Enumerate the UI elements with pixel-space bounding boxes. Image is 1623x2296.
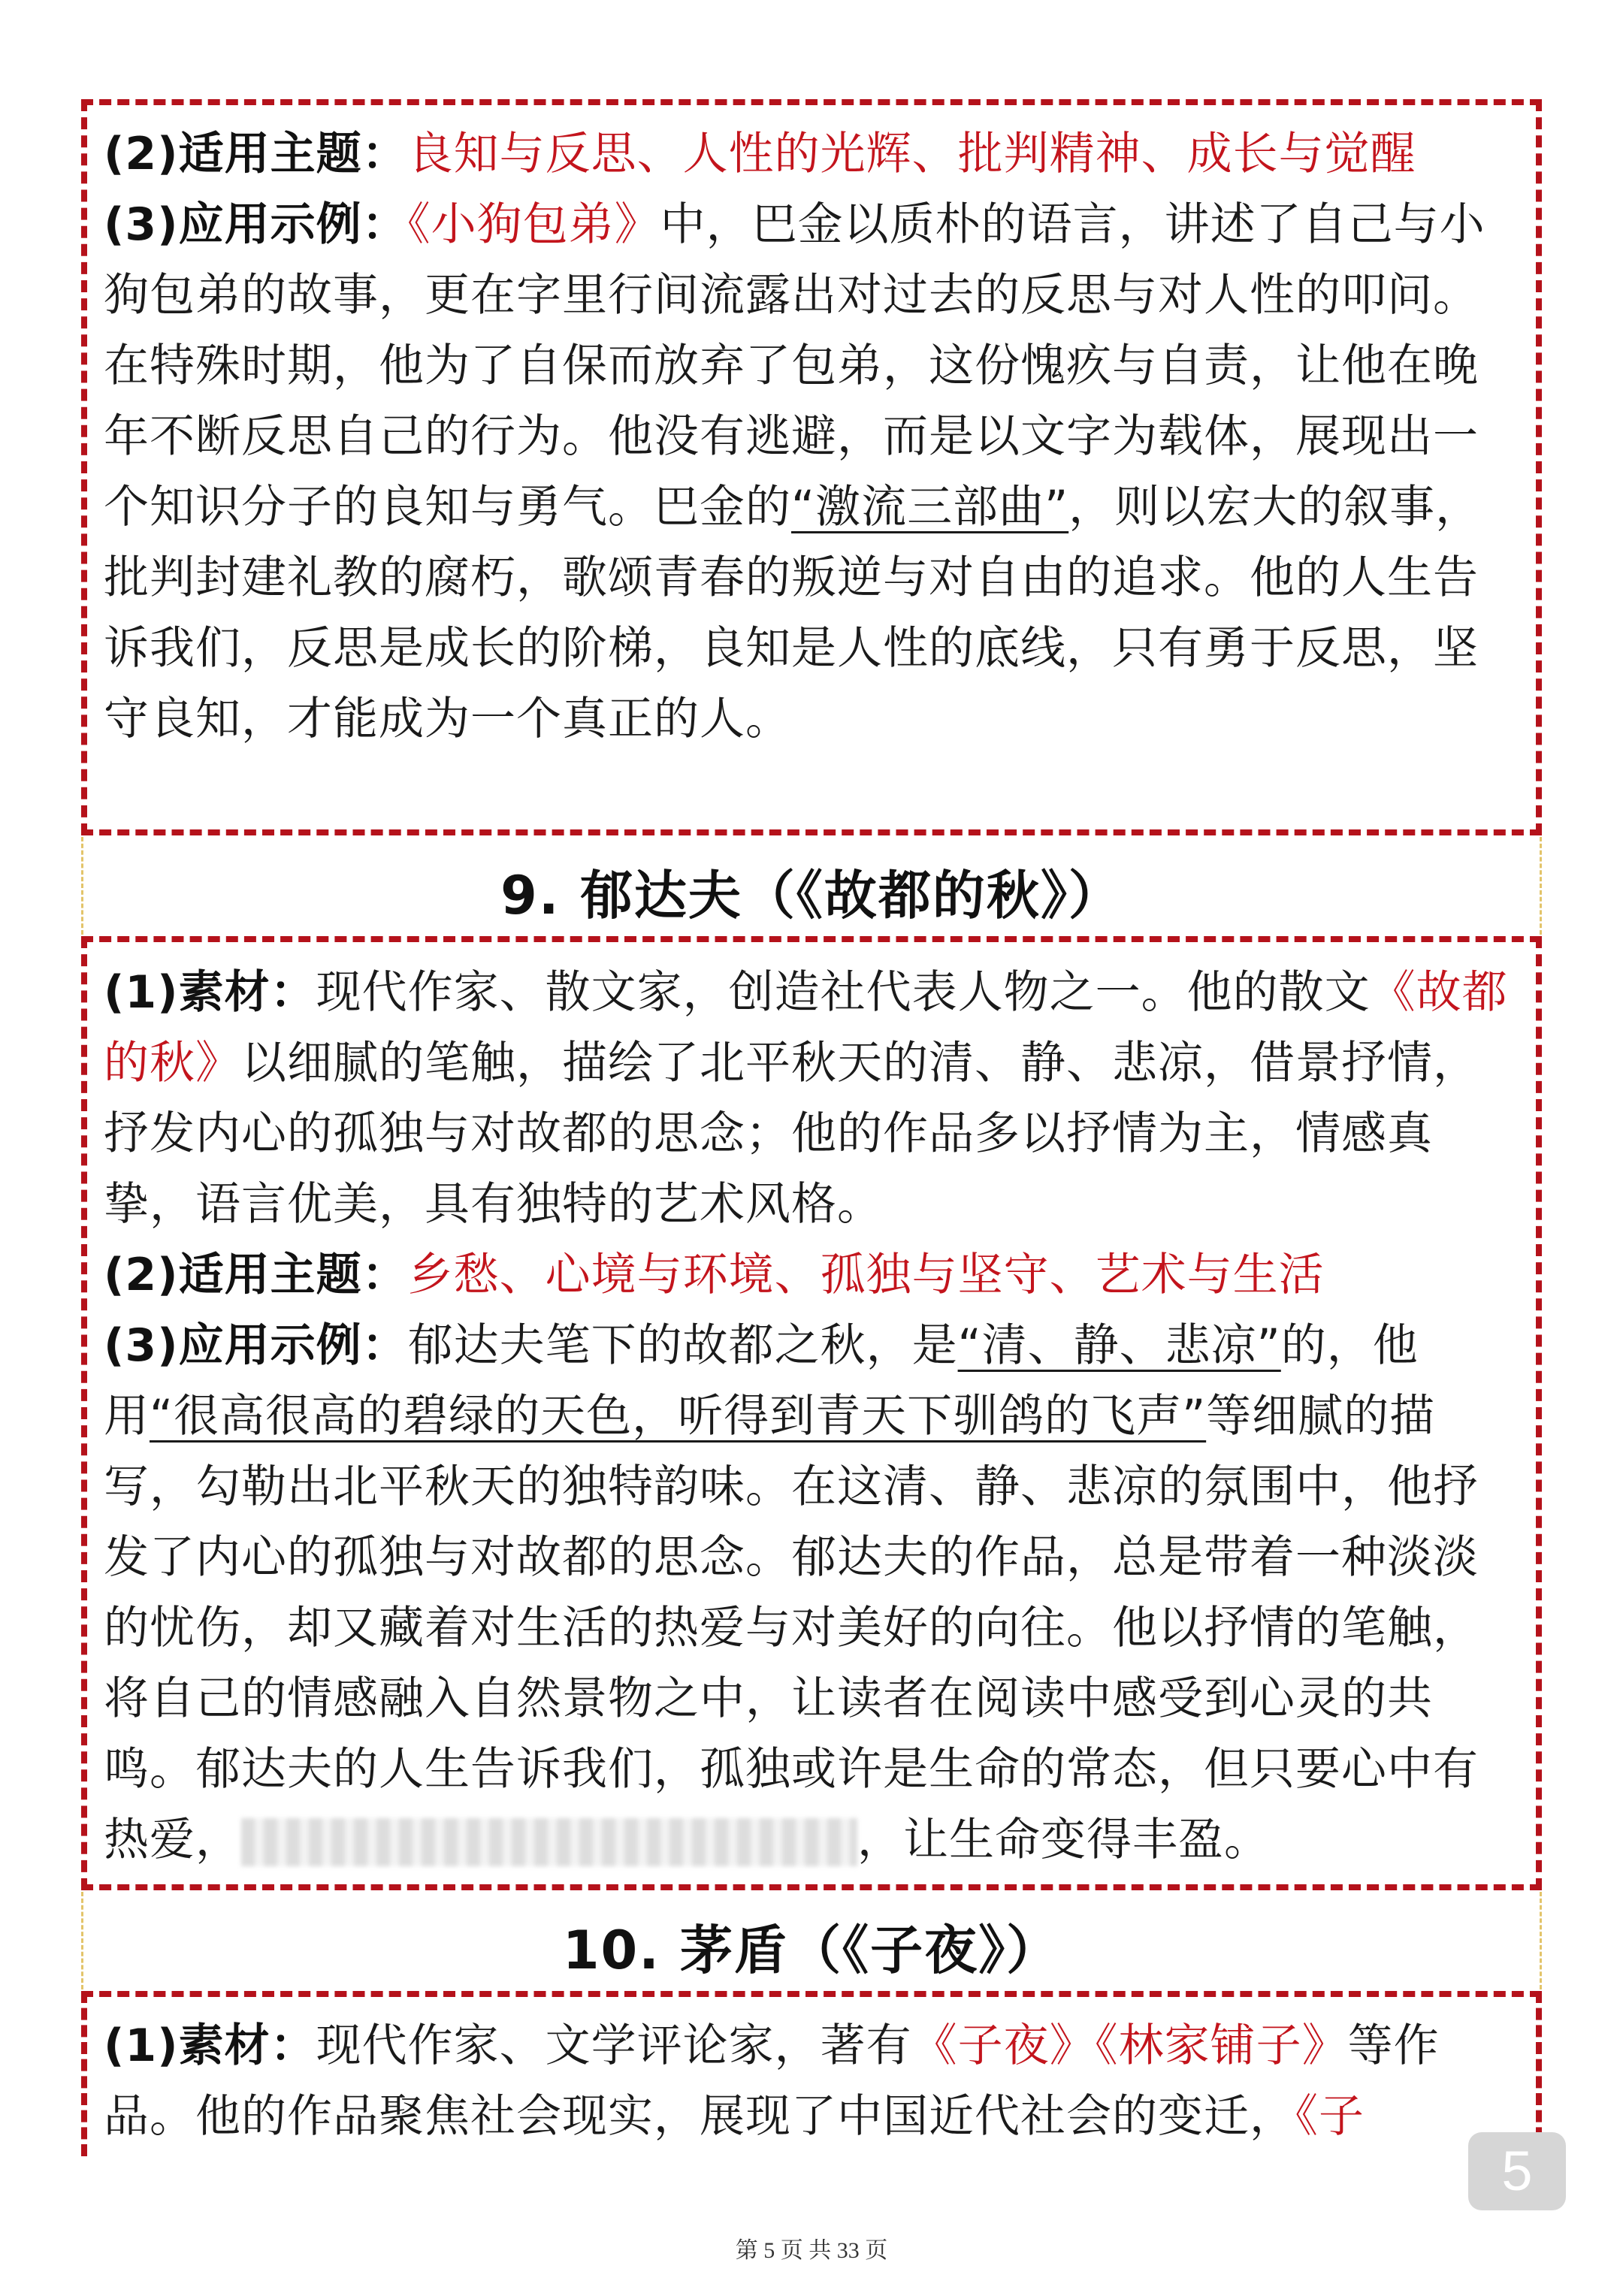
material-text: 现代作家、文学评论家，著有 bbox=[316, 2020, 912, 2072]
theme-label: (2)适用主题： bbox=[104, 1249, 408, 1301]
example-text-3: 等细腻的描写，勾勒出北平秋天的独特韵味。在这清、静、悲凉的氛围中，他抒发了内心的孤独与对故都的思念。郁达夫的作品，总是带着一种淡淡的忧伤，却又藏着对生活的热爱与对美好的向往。他以抒情的笔触，将自己的情感融入自然景物之中，让读者在阅读中感受到心灵的共鸣。郁达夫的人生告诉我们，孤独或许是生命的常态，但只要心中有热爱， bbox=[104, 1390, 1479, 1866]
example-text-cont: ，则以宏大的叙事，批判封建礼教的腐朽，歌颂青春的叛逆与对自由的追求。他的人生告诉我们，反思是成长的阶梯，良知是人性的底线，只有勇于反思，坚守良知，才能成为一个真正的人。 bbox=[104, 481, 1482, 745]
section8-box bbox=[81, 99, 1542, 835]
book-title-gududeqiu: 《故都的秋》 bbox=[104, 966, 1508, 1089]
example-text: 郁达夫笔下的故都之秋，是 bbox=[407, 1319, 958, 1372]
underlined-quote-sky: “很高很高的碧绿的天色，听得到青天下驯鸽的飞声” bbox=[150, 1390, 1207, 1443]
theme-value: 乡愁、心境与环境、孤独与坚守、艺术与生活 bbox=[407, 1249, 1325, 1301]
theme-label: (2)适用主题： bbox=[104, 128, 408, 180]
example-text-2: 的，他用 bbox=[104, 1319, 1419, 1443]
section9-title-band bbox=[81, 837, 1542, 935]
section9-example-paragraph bbox=[104, 1310, 1522, 1875]
material-label: (1)素材： bbox=[104, 966, 316, 1019]
section10-title: 10. 茅盾（《子夜》） bbox=[562, 1920, 1061, 1981]
section10-title-band bbox=[81, 1892, 1542, 1989]
material-label: (1)素材： bbox=[104, 2020, 316, 2072]
section9-box bbox=[81, 936, 1542, 1890]
example-text-4: ，让生命变得丰盈。 bbox=[857, 1814, 1270, 1866]
underlined-quote-qingjing: “清、静、悲凉” bbox=[957, 1319, 1281, 1372]
example-label: (3)应用示例： bbox=[104, 198, 408, 251]
book-title-xiaogoubaodi: 《小狗包弟》 bbox=[407, 198, 660, 251]
book-title-ziye: 《子夜》 bbox=[911, 2020, 1096, 2072]
book-title-linjiapuzi: 《林家铺子》 bbox=[1095, 2020, 1348, 2072]
material-text: 现代作家、散文家，创造社代表人物之一。他的散文 bbox=[316, 966, 1371, 1019]
section8-example-paragraph bbox=[104, 189, 1522, 754]
section9-material-paragraph bbox=[104, 957, 1522, 1240]
page-number-badge: 5 bbox=[1468, 2132, 1566, 2210]
underlined-quote-jiliu: “激流三部曲” bbox=[791, 481, 1069, 533]
book-title-partial: 《子 bbox=[1295, 2090, 1365, 2143]
section10-material-paragraph bbox=[104, 2011, 1522, 2152]
theme-value: 良知与反思、人性的光辉、批判精神、成长与觉醒 bbox=[407, 128, 1416, 180]
material-text-cont: 以细腻的笔触，描绘了北平秋天的清、静、悲凉，借景抒情，抒发内心的孤独与对故都的思念；他的作品多以抒情为主，情感真挚，语言优美，具有独特的艺术风格。 bbox=[104, 1037, 1479, 1231]
section8-theme-paragraph bbox=[104, 119, 1522, 189]
section10-box bbox=[81, 1991, 1542, 2156]
page-footer: 第 5 页 共 33 页 bbox=[735, 2238, 888, 2263]
material-text-cont: 等作品。他的作品聚焦社会现实，展现了中国近代社会的变迁， bbox=[104, 2020, 1440, 2143]
example-text: 中，巴金以质朴的语言，讲述了自己与小狗包弟的故事，更在字里行间流露出对过去的反思与对人性的叩问。在特殊时期，他为了自保而放弃了包弟，这份愧疚与自责，让他在晚年不断反思自己的行为。他没有逃避，而是以文字为载体，展现出一个知识分子的良知与勇气。巴金的 bbox=[104, 198, 1485, 533]
section9-title: 9. 郁达夫（《故都的秋》） bbox=[500, 865, 1123, 926]
blurred-text-region bbox=[241, 1818, 857, 1866]
section9-theme-paragraph bbox=[104, 1240, 1522, 1310]
example-label: (3)应用示例： bbox=[104, 1319, 408, 1372]
